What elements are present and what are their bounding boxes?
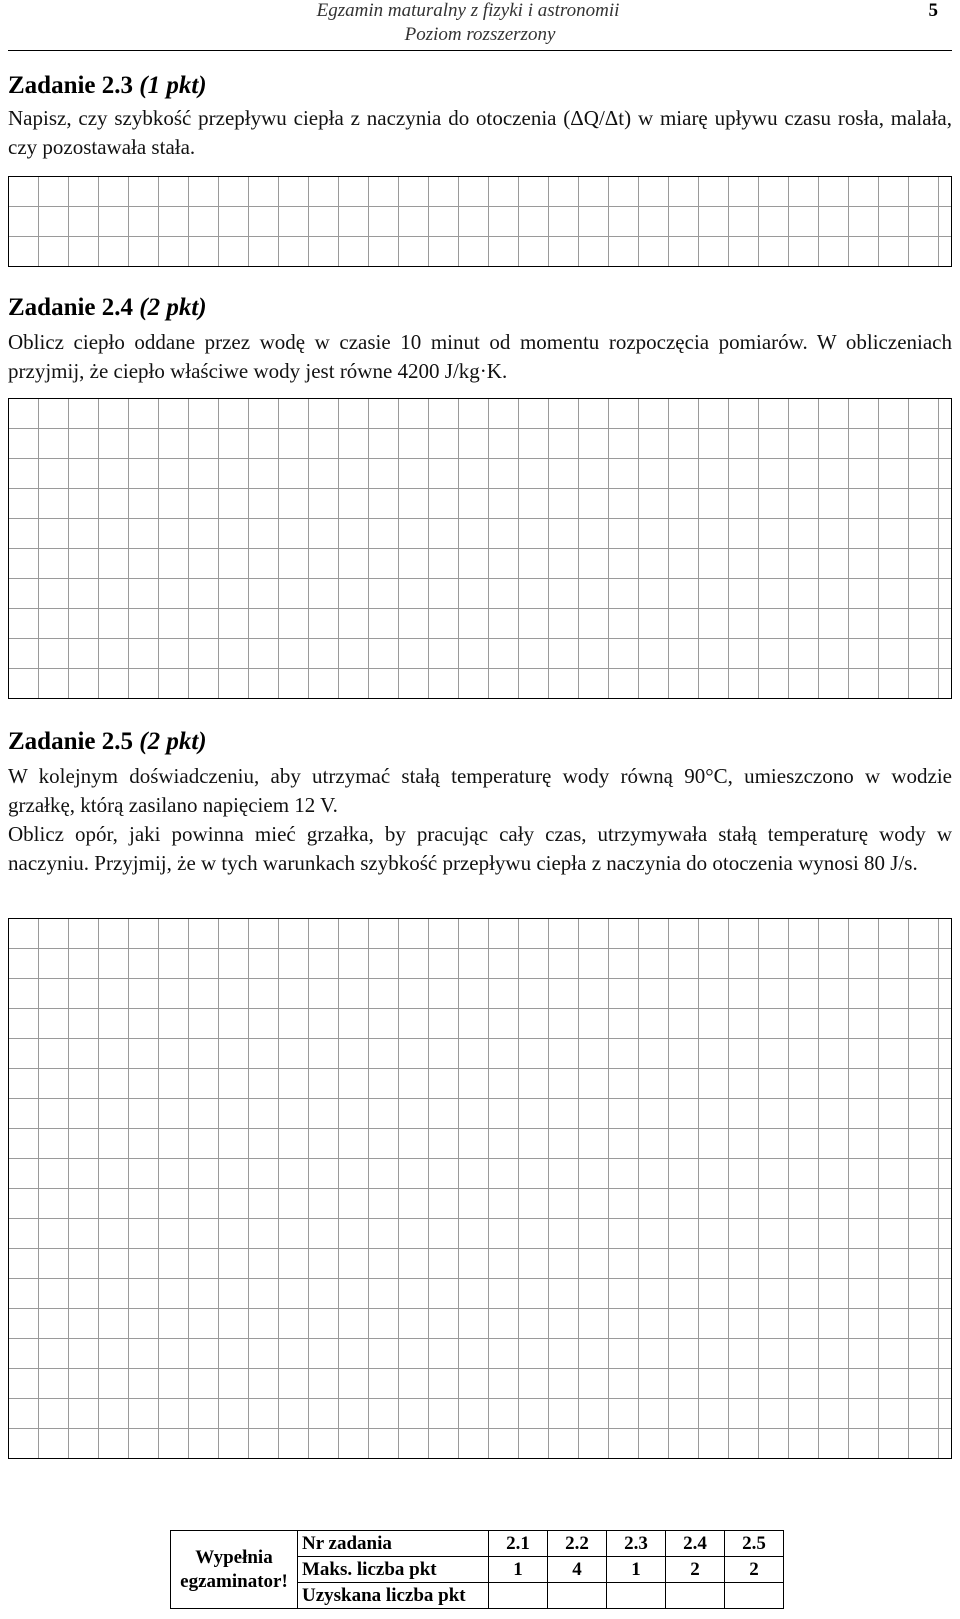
task-text-2-4 — [8, 328, 952, 386]
max-points-cell: 1 — [489, 1557, 548, 1583]
task-text-2-3 — [8, 104, 952, 162]
obtained-points-input[interactable] — [607, 1583, 666, 1609]
task-title-2-3 — [8, 72, 207, 100]
obtained-points-input[interactable] — [548, 1583, 607, 1609]
exam-level: Poziom rozszerzony — [404, 24, 556, 45]
exam-title: Egzamin maturalny z fizyki i astronomii — [316, 0, 620, 21]
task-number-row-label: Nr zadania — [298, 1531, 489, 1557]
task-points: (2 pkt) — [139, 294, 207, 321]
max-points-cell: 4 — [548, 1557, 607, 1583]
answer-grid-2-5[interactable] — [8, 918, 952, 1459]
task-number: Zadanie 2.3 — [8, 72, 134, 99]
max-points-cell: 2 — [666, 1557, 725, 1583]
answer-grid-2-4[interactable] — [8, 398, 952, 699]
task-text-2-5 — [8, 762, 952, 878]
task-paragraph: Napisz, czy szybkość przepływu ciepła z naczynia do otoczenia (ΔQ/Δt) w miarę upływu czasu rosła, malała, czy pozostawała stała. — [8, 106, 952, 159]
task-number-cell: 2.3 — [607, 1531, 666, 1557]
task-paragraph: W kolejnym doświadczeniu, aby utrzymać stałą temperaturę wody równą 90°C, umieszczono w wodzie grzałkę, którą zasilano napięciem 12 V. — [8, 764, 952, 817]
task-number-cell: 2.1 — [489, 1531, 548, 1557]
score-table — [170, 1530, 784, 1609]
task-points: (2 pkt) — [139, 728, 207, 755]
task-number: Zadanie 2.5 — [8, 728, 134, 755]
task-number: Zadanie 2.4 — [8, 294, 134, 321]
task-points: (1 pkt) — [139, 72, 207, 99]
page-header — [8, 0, 952, 51]
task-number-cell: 2.4 — [666, 1531, 725, 1557]
task-paragraph: Oblicz opór, jaki powinna mieć grzałka, by pracując cały czas, utrzymywała stałą temperaturę wody w naczyniu. Przyjmij, że w tych warunkach szybkość przepływu ciepła z naczynia do otoczenia wynosi 80 J/s. — [8, 822, 952, 875]
examiner-label: Wypełnia egzaminator! — [171, 1531, 298, 1609]
task-paragraph: Oblicz ciepło oddane przez wodę w czasie 10 minut od momentu rozpoczęcia pomiarów. W obliczeniach przyjmij, że ciepło właściwe wody jest równe 4200 J/kg·K. — [8, 330, 952, 383]
page-number: 5 — [928, 0, 938, 21]
task-title-2-4 — [8, 294, 207, 322]
max-points-cell: 1 — [607, 1557, 666, 1583]
max-points-cell: 2 — [725, 1557, 784, 1583]
task-number-cell: 2.2 — [548, 1531, 607, 1557]
max-points-row-label: Maks. liczba pkt — [298, 1557, 489, 1583]
obtained-points-row-label: Uzyskana liczba pkt — [298, 1583, 489, 1609]
task-title-2-5 — [8, 728, 207, 756]
obtained-points-input[interactable] — [489, 1583, 548, 1609]
answer-grid-2-3[interactable] — [8, 176, 952, 267]
obtained-points-input[interactable] — [666, 1583, 725, 1609]
task-number-cell: 2.5 — [725, 1531, 784, 1557]
obtained-points-input[interactable] — [725, 1583, 784, 1609]
